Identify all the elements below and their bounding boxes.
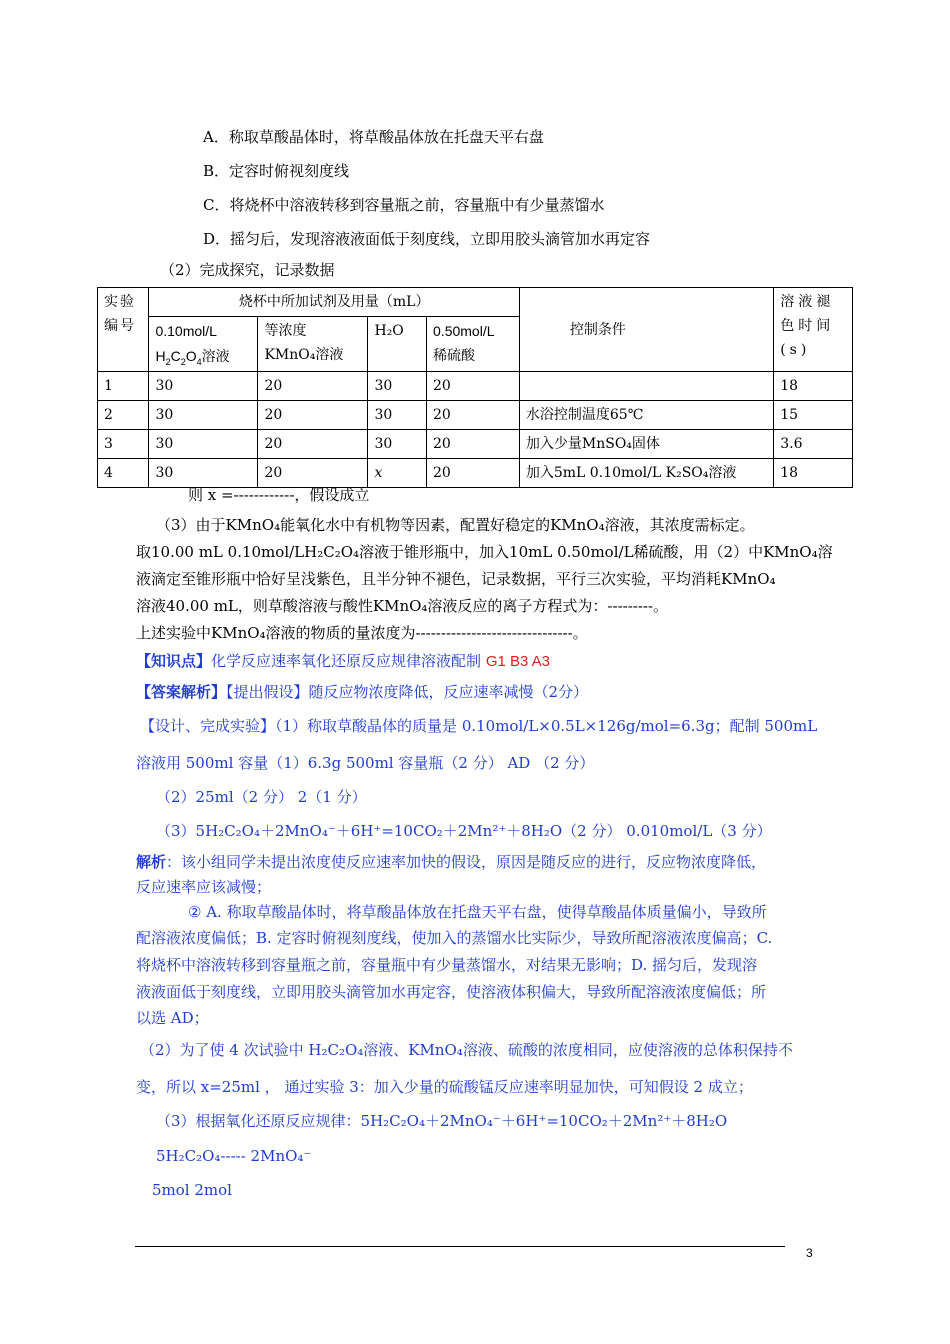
header-kmno4 bbox=[258, 317, 368, 372]
cell-h2c2o4: 30 bbox=[149, 459, 258, 488]
header-reagents: 烧杯中所加试剂及用量（mL） bbox=[149, 288, 519, 317]
header-h2c2o4-formula: $H_2C_2O_4$ bbox=[155, 348, 202, 367]
analysis-line1 bbox=[136, 852, 766, 872]
table-row bbox=[98, 430, 853, 459]
analysis-part3: （3）根据氧化还原反应规律：5H₂C₂O₄＋2MnO₄⁻＋6H⁺=10CO₂＋2Mn²⁺＋8H₂O bbox=[156, 1112, 728, 1130]
answer-analysis bbox=[136, 682, 588, 702]
analysis-line2: 反应速率应该减慢； bbox=[136, 878, 272, 896]
part3-line1: （3）由于KMnO₄能氧化水中有机物等因素，配置好稳定的KMnO₄溶液，其浓度需标定。 bbox=[156, 516, 755, 534]
cell-h2c2o4: 30 bbox=[149, 430, 258, 459]
cell-kmno4: 20 bbox=[258, 372, 368, 401]
cell-time: 15 bbox=[774, 401, 853, 430]
analysis-line4: 配溶液浓度偏低；B. 定容时俯视刻度线，使加入的蒸馏水比实际少，导致所配溶液浓度偏高；C. bbox=[136, 929, 773, 947]
knowledge-point bbox=[136, 651, 550, 672]
cell-condition: 水浴控制温度65℃ bbox=[519, 401, 773, 430]
cell-h2so4: 20 bbox=[427, 459, 520, 488]
part3-line4: 溶液40.00 mL，则草酸溶液与酸性KMnO₄溶液反应的离子方程式为：---------。 bbox=[136, 597, 669, 615]
ratio-line1: 5H₂C₂O₄----- 2MnO₄⁻ bbox=[156, 1147, 312, 1165]
ratio-line2: 5mol 2mol bbox=[152, 1181, 232, 1199]
table-row bbox=[98, 459, 853, 488]
cell-condition: 加入少量MnSO₄固体 bbox=[519, 430, 773, 459]
analysis-text: ：该小组同学未提出浓度使反应速率加快的假设，原因是随反应的进行，反应物浓度降低， bbox=[166, 853, 767, 871]
cell-h2so4: 20 bbox=[427, 372, 520, 401]
option-b: B．定容时俯视刻度线 bbox=[203, 162, 350, 180]
analysis-part2-line2: 变，所以 x=25ml ， 通过实验 3：加入少量的硫酸锰反应速率明显加快，可知假设 2 成立； bbox=[136, 1078, 753, 1096]
header-h2c2o4-conc: 0.10mol/L bbox=[155, 323, 217, 339]
cell-h2so4: 20 bbox=[427, 430, 520, 459]
header-water: H₂O bbox=[368, 317, 427, 372]
cell-time: 3.6 bbox=[774, 430, 853, 459]
footer-divider bbox=[135, 1246, 785, 1247]
header-h2so4-conc: 0.50mol/L bbox=[433, 323, 495, 339]
analysis-line3: ② A. 称取草酸晶体时，将草酸晶体放在托盘天平右盘，使得草酸晶体质量偏小，导致所 bbox=[188, 903, 767, 921]
cell-kmno4: 20 bbox=[258, 401, 368, 430]
analysis-line5: 将烧杯中溶液转移到容量瓶之前，容量瓶中有少量蒸馏水，对结果无影响；D. 摇匀后，发现溶 bbox=[136, 956, 758, 974]
cell-h2c2o4: 30 bbox=[149, 401, 258, 430]
cell-h2c2o4: 30 bbox=[149, 372, 258, 401]
header-h2c2o4: 0.10mol/L $H_2C_2O_4$溶液 bbox=[149, 317, 258, 372]
knowledge-text: 化学反应速率氧化还原反应规律溶液配制 bbox=[211, 652, 482, 670]
table-row bbox=[98, 401, 853, 430]
answer-tag: 【答案解析】 bbox=[136, 683, 227, 701]
analysis-tag: 解析 bbox=[136, 853, 167, 871]
design-line1: 【设计、完成实验】（1）称取草酸晶体的质量是 0.10mol/L×0.5L×126g/mol=6.3g；配制 500mL bbox=[140, 717, 818, 735]
analysis-part2-line1: （2）为了使 4 次试验中 H₂C₂O₄溶液、KMnO₄溶液、硫酸的浓度相同，应使溶液的总体积保持不 bbox=[140, 1041, 793, 1059]
cell-kmno4: 20 bbox=[258, 459, 368, 488]
header-h2so4-name: 稀硫酸 bbox=[433, 348, 476, 364]
cell-num: 2 bbox=[98, 401, 149, 430]
cell-num: 3 bbox=[98, 430, 149, 459]
cell-time: 18 bbox=[774, 372, 853, 401]
x-blank-line: 则 x =------------，假设成立 bbox=[188, 486, 370, 504]
cell-water: 30 bbox=[368, 401, 427, 430]
page-number: 3 bbox=[806, 1246, 813, 1260]
header-condition: 控制条件 bbox=[519, 288, 773, 372]
part3-line2: 取10.00 mL 0.10mol/LH₂C₂O₄溶液于锥形瓶中，加入10mL 0.50mol/L稀硫酸，用（2）中KMnO₄溶 bbox=[136, 543, 833, 561]
header-h2so4 bbox=[427, 317, 520, 372]
cell-water: 30 bbox=[368, 430, 427, 459]
part3-line3: 液滴定至锥形瓶中恰好呈浅紫色，且半分钟不褪色，记录数据，平行三次实验，平均消耗KMnO₄ bbox=[136, 570, 776, 588]
cell-num: 4 bbox=[98, 459, 149, 488]
cell-condition: 加入5mL 0.10mol/L K₂SO₄溶液 bbox=[519, 459, 773, 488]
design-line2: 溶液用 500ml 容量（1）6.3g 500ml 容量瓶（2 分） AD （2 分） bbox=[136, 754, 595, 772]
header-kmno4-line2: KMnO₄溶液 bbox=[264, 347, 344, 363]
part3-line5: 上述实验中KMnO₄溶液的物质的量浓度为-------------------------------。 bbox=[136, 624, 588, 642]
cell-time: 18 bbox=[774, 459, 853, 488]
cell-water: x bbox=[368, 459, 427, 488]
cell-water: 30 bbox=[368, 372, 427, 401]
header-kmno4-line1: 等浓度 bbox=[264, 323, 307, 339]
header-exp-num: 实验编号 bbox=[98, 288, 149, 372]
part2-title: （2）完成探究，记录数据 bbox=[160, 261, 335, 279]
option-d: D．摇匀后，发现溶液液面低于刻度线，立即用胶头滴管加水再定容 bbox=[203, 230, 651, 248]
answer-text: 【提出假设】随反应物浓度降低，反应速率减慢（2分） bbox=[226, 683, 589, 701]
table-row bbox=[98, 372, 853, 401]
cell-num: 1 bbox=[98, 372, 149, 401]
option-c: C．将烧杯中溶液转移到容量瓶之前，容量瓶中有少量蒸馏水 bbox=[203, 196, 605, 214]
knowledge-codes: G1 B3 A3 bbox=[485, 653, 551, 670]
analysis-line7: 以选 AD； bbox=[136, 1009, 209, 1027]
cell-h2so4: 20 bbox=[427, 401, 520, 430]
design-line3: （2）25ml（2 分） 2（1 分） bbox=[156, 788, 367, 806]
header-fade-time: 溶液褪色时间(s) bbox=[774, 288, 853, 372]
experiment-table bbox=[97, 287, 853, 488]
option-a: A．称取草酸晶体时，将草酸晶体放在托盘天平右盘 bbox=[203, 128, 544, 146]
analysis-line6: 液液面低于刻度线，立即用胶头滴管加水再定容，使溶液体积偏大，导致所配溶液浓度偏低；所 bbox=[136, 983, 767, 1001]
cell-kmno4: 20 bbox=[258, 430, 368, 459]
design-line4: （3）5H₂C₂O₄＋2MnO₄⁻＋6H⁺=10CO₂＋2Mn²⁺＋8H₂O（2 分） 0.010mol/L（3 分） bbox=[156, 822, 772, 840]
knowledge-tag: 【知识点】 bbox=[136, 652, 212, 670]
cell-condition bbox=[519, 372, 773, 401]
